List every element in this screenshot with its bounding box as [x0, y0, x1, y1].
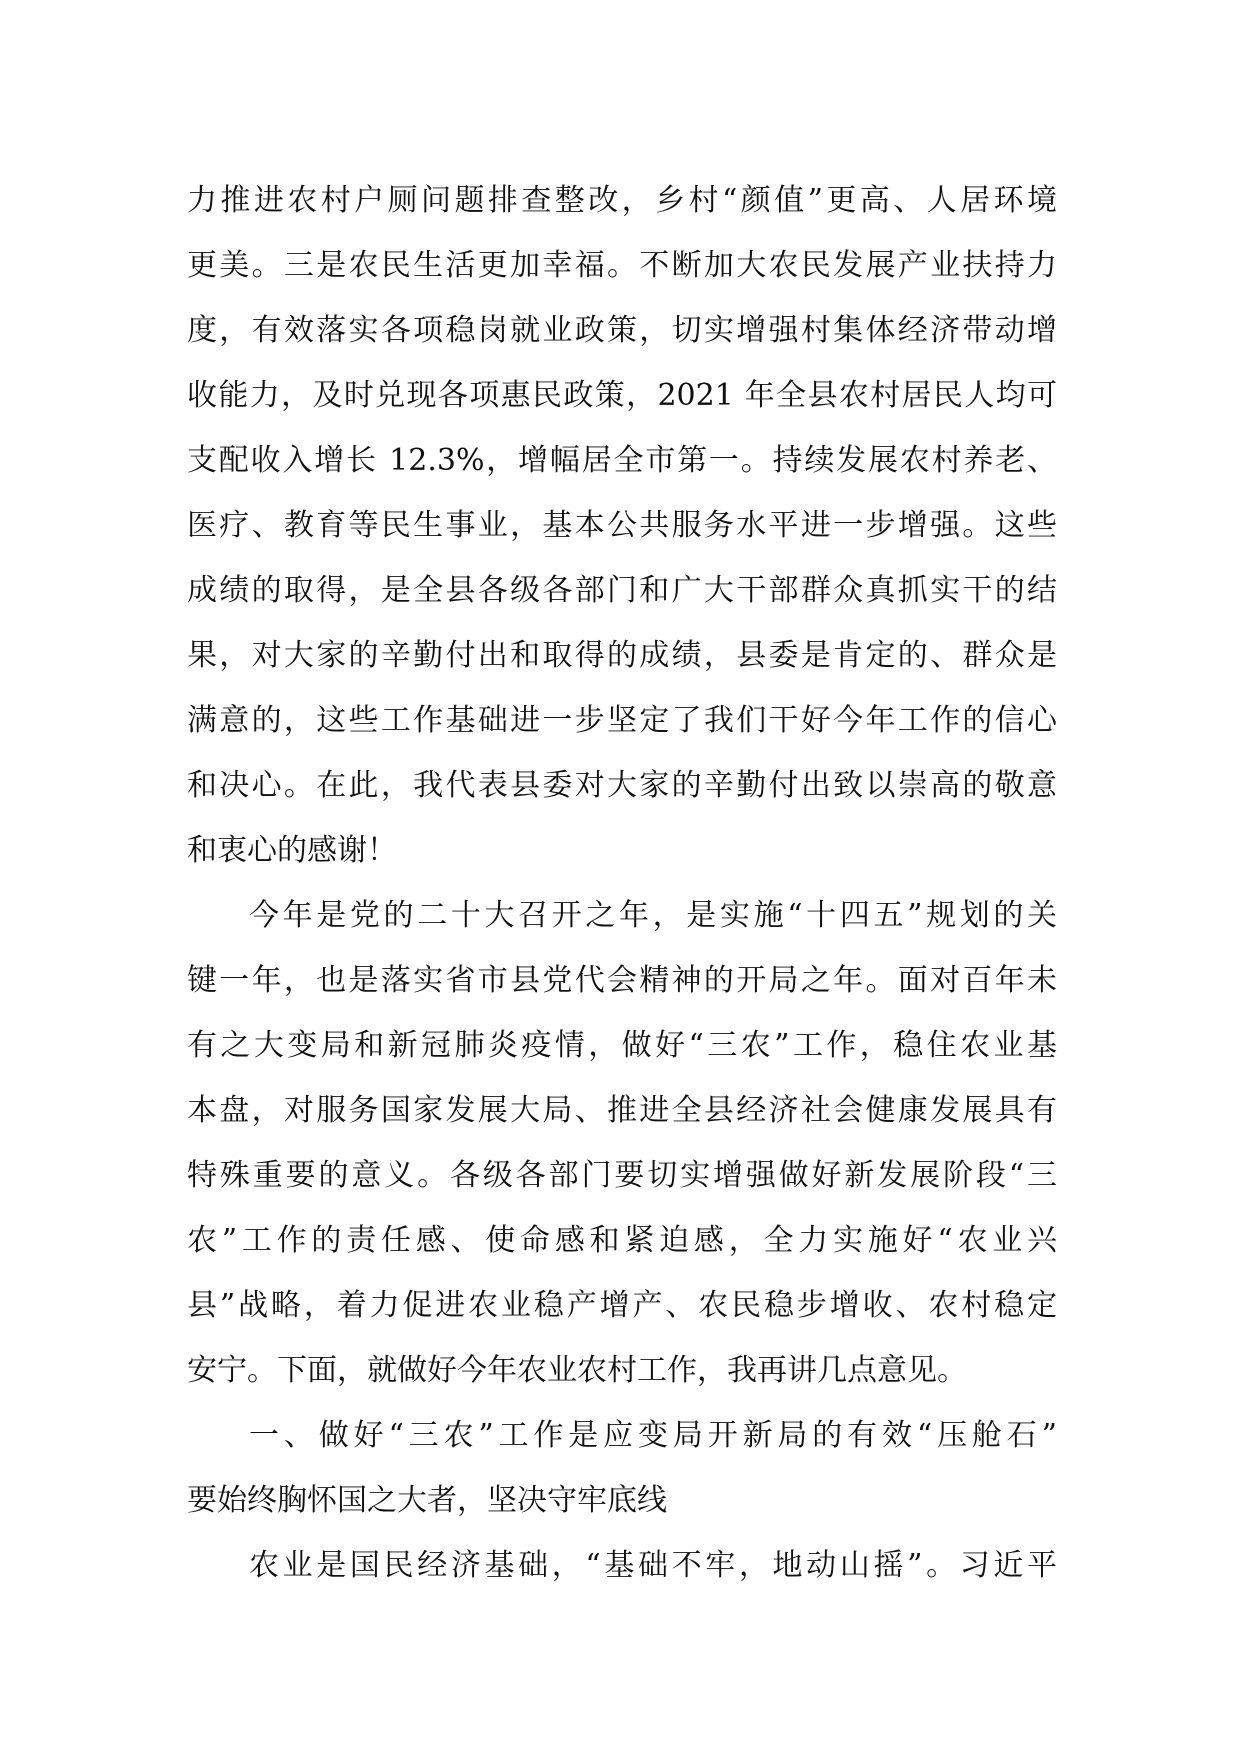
text-line: 今年是党的二十大召开之年，是实施“十四五”规划的关 [249, 898, 1057, 933]
text-line: 医疗、教育等民生事业，基本公共服务水平进一步增强。这些 [187, 508, 1057, 543]
text-line: 有之大变局和新冠肺炎疫情，做好“三农”工作，稳住农业基 [187, 1028, 1057, 1063]
text-line: 力推进农村户厕问题排查整改，乡村“颜值”更高、人居环境 [187, 183, 1057, 218]
text-line: 支配收入增长 12.3%，增幅居全市第一。持续发展农村养老、 [187, 443, 1057, 478]
text-line: 农业是国民经济基础，“基础不牢，地动山摇”。习近平 [249, 1548, 1057, 1583]
section-heading [187, 1403, 1057, 1533]
text-line: 度，有效落实各项稳岗就业政策，切实增强村集体经济带动增 [187, 313, 1057, 348]
text-line: 安宁。下面，就做好今年农业农村工作，我再讲几点意见。 [187, 1353, 967, 1388]
text-line: 县”战略，着力促进农业稳产增产、农民稳步增收、农村稳定 [187, 1288, 1057, 1323]
text-line: 本盘，对服务国家发展大局、推进全县经济社会健康发展具有 [187, 1093, 1057, 1128]
text-line: 键一年，也是落实省市县党代会精神的开局之年。面对百年未 [187, 963, 1057, 998]
text-line: 和决心。在此，我代表县委对大家的辛勤付出致以崇高的敬意 [187, 768, 1057, 803]
document-body [187, 168, 1057, 1598]
text-line: 成绩的取得，是全县各级各部门和广大干部群众真抓实干的结 [187, 573, 1057, 608]
text-line: 收能力，及时兑现各项惠民政策，2021 年全县农村居民人均可 [187, 378, 1057, 413]
text-line: 农”工作的责任感、使命感和紧迫感，全力实施好“农业兴 [187, 1223, 1057, 1258]
text-line: 特殊重要的意义。各级各部门要切实增强做好新发展阶段“三 [187, 1158, 1057, 1193]
paragraph [187, 883, 1057, 1403]
text-line: 和衷心的感谢！ [187, 833, 397, 868]
text-line: 满意的，这些工作基础进一步坚定了我们干好今年工作的信心 [187, 703, 1057, 738]
heading-line: 要始终胸怀国之大者，坚决守牢底线 [187, 1483, 667, 1518]
paragraph [187, 1533, 1057, 1598]
text-line: 果，对大家的辛勤付出和取得的成绩，县委是肯定的、群众是 [187, 638, 1057, 673]
text-line: 更美。三是农民生活更加幸福。不断加大农民发展产业扶持力 [187, 248, 1057, 283]
paragraph [187, 168, 1057, 883]
heading-line: 一、做好“三农”工作是应变局开新局的有效“压舱石” [249, 1418, 1057, 1453]
